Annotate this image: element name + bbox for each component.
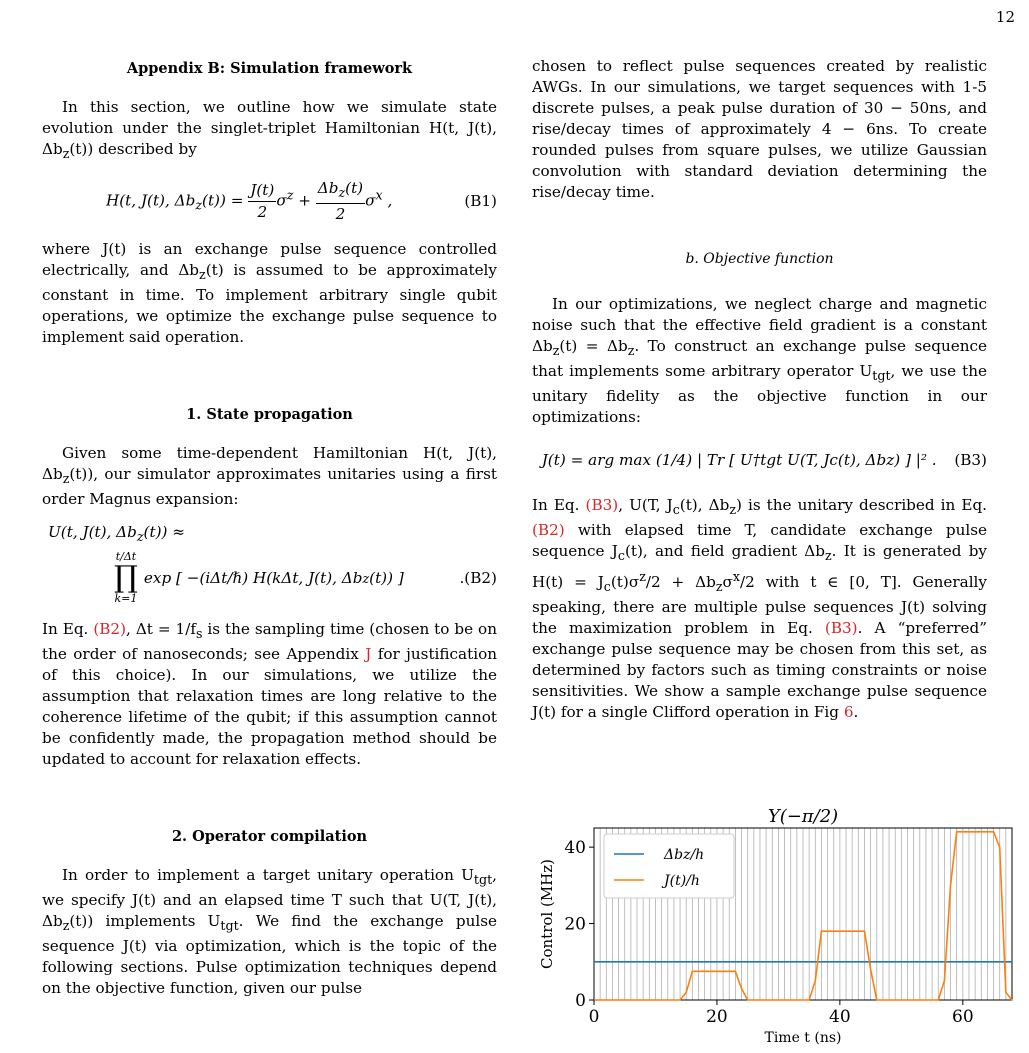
- x-tick-label: 0: [588, 1007, 600, 1027]
- continued-paragraph: chosen to reflect pulse sequences created by realistic AWGs. In our simulations, we target sequences with 1-5 discrete pulses, a peak pulse duration of 30 − 50ns, and rise/decay times of approximately 4 − 6ns. To create rounded pulses from square pulses, we utilize Gaussian convolution with standard deviation determining the rise/decay time.: [532, 57, 987, 201]
- y-tick-label: 40: [564, 838, 586, 859]
- appendix-title: Appendix B: Simulation framework: [126, 60, 413, 77]
- y-tick-label: 0: [575, 991, 586, 1011]
- equation-b1: H(t, J(t), $\Delta b_z(t)$) = $\frac{J(t)}{2}$ $\sigma^z$ + $\Delta b_z(t)$ 2 $\sigma^x$ , (B1): [106, 179, 497, 224]
- ref-appendix-j-link[interactable]: J: [365, 645, 372, 664]
- subsection-objective-function-title: b. Objective function: [685, 251, 834, 267]
- x-tick-label: 60: [952, 1007, 974, 1027]
- equation-b1-tag: (B1): [464, 192, 497, 211]
- page-number: 12: [995, 8, 1015, 26]
- after-b2-paragraph: In Eq. (B2), $\Delta t = 1/f_s$ is the sampling time (chosen to be on the order of nanoseconds; see Appendix J for justification of this choice). In our simulations, we utilize the assumption that relaxation times are long relative to the coherence lifetime of the qubit; if this assumption cannot be confidently made, the propagation method should be updated to account for relaxation effects.: [42, 620, 497, 769]
- equation-b2: U(t, J(t), $\Delta b_z(t)$) ≈ t/Δt ∏ k=1 exp [ −(iΔt/ℏ) H(kΔt, J(t), Δb z (t)) ] .(B2): [48, 523, 497, 606]
- pulse-chart: [530, 804, 1020, 1046]
- ref-b2-link-2[interactable]: (B2): [532, 521, 565, 540]
- left-column: [42, 46, 497, 999]
- x-tick-label: 40: [829, 1007, 851, 1027]
- intro-paragraph: In this section, we outline how we simulate state evolution under the singlet-triplet Hamiltonian H(t, J(t), $\Delta b_z(t)$) described by: [42, 98, 497, 162]
- y-axis-label: Control (MHz): [538, 858, 556, 970]
- equation-b3: J(t) = arg max (1/4) | Tr [ U†tgt U(T, Jc(t), Δbz) ] |² . (B3): [541, 451, 987, 470]
- figure-pulse-sequence: [530, 804, 1020, 1046]
- after-b3-paragraph: In Eq. (B3), U(T, $J_c(t)$, $\Delta b_z$) is the unitary described in Eq. (B2) with elapsed time T, candidate exchange pulse sequence $J_c(t)$, and field gradient $\Delta b_z$. It is generated by $H(t) = J_c(t)\sigma^z/2 + \Delta b_z\sigma^x/2$ with t ∈ [0, T]. Generally speaking, there are multiple pulse sequences J(t) solving the maximization problem in Eq. (B3). A “preferred” exchange pulse sequence may be chosen from this set, as determined by factors such as timing constraints or noise sensitivities. We show a sample exchange pulse sequence J(t) for a single Clifford operation in Fig 6.: [532, 496, 987, 722]
- chart-title: Y(−π/2): [767, 806, 839, 827]
- x-axis-label: Time t (ns): [764, 1030, 842, 1046]
- operator-compilation-paragraph: In order to implement a target unitary operation $U_{tgt}$, we specify J(t) and an elapsed time T such that U(T, J(t), $\Delta b_z(t)$) implements $U_{tgt}$. We find the exchange pulse sequence J(t) via optimization, which is the topic of the following sections. Pulse optimization techniques depend on the objective function, given our pulse: [42, 866, 497, 998]
- y-tick-label: 20: [564, 914, 586, 935]
- right-column: [532, 56, 987, 723]
- after-b1-paragraph: where J(t) is an exchange pulse sequence controlled electrically, and $\Delta b_z(t)$ is assumed to be approximately constant in time. To implement arbitrary single qubit operations, we optimize the exchange pulse sequence to implement said operation.: [42, 240, 497, 347]
- ref-b3-link[interactable]: (B3): [585, 496, 619, 515]
- section-operator-compilation-title: 2. Operator compilation: [171, 828, 368, 846]
- ref-fig6-link[interactable]: 6: [843, 703, 854, 722]
- objective-paragraph: In our optimizations, we neglect charge and magnetic noise such that the effective field gradient is a constant $\Delta b_z(t) = \Delta b_z$. To construct an exchange pulse sequence that implements some arbitrary operator $U_{tgt}$, we use the unitary fidelity as the objective function in our optimizations:: [532, 295, 987, 427]
- ref-b3-link-2[interactable]: (B3): [824, 619, 858, 638]
- state-propagation-paragraph: Given some time-dependent Hamiltonian H(t, J(t), $\Delta b_z(t)$), our simulator approximates unitaries using a first order Magnus expansion:: [42, 444, 497, 509]
- equation-b2-tag: .(B2): [459, 568, 497, 587]
- legend-label-1: J(t)/h: [664, 873, 700, 889]
- legend-label-0: Δbz/h: [664, 847, 705, 863]
- section-state-propagation-title: 1. State propagation: [186, 406, 353, 424]
- ref-b2-link[interactable]: (B2): [93, 620, 127, 639]
- equation-b3-tag: (B3): [954, 451, 987, 470]
- x-tick-label: 20: [706, 1007, 728, 1027]
